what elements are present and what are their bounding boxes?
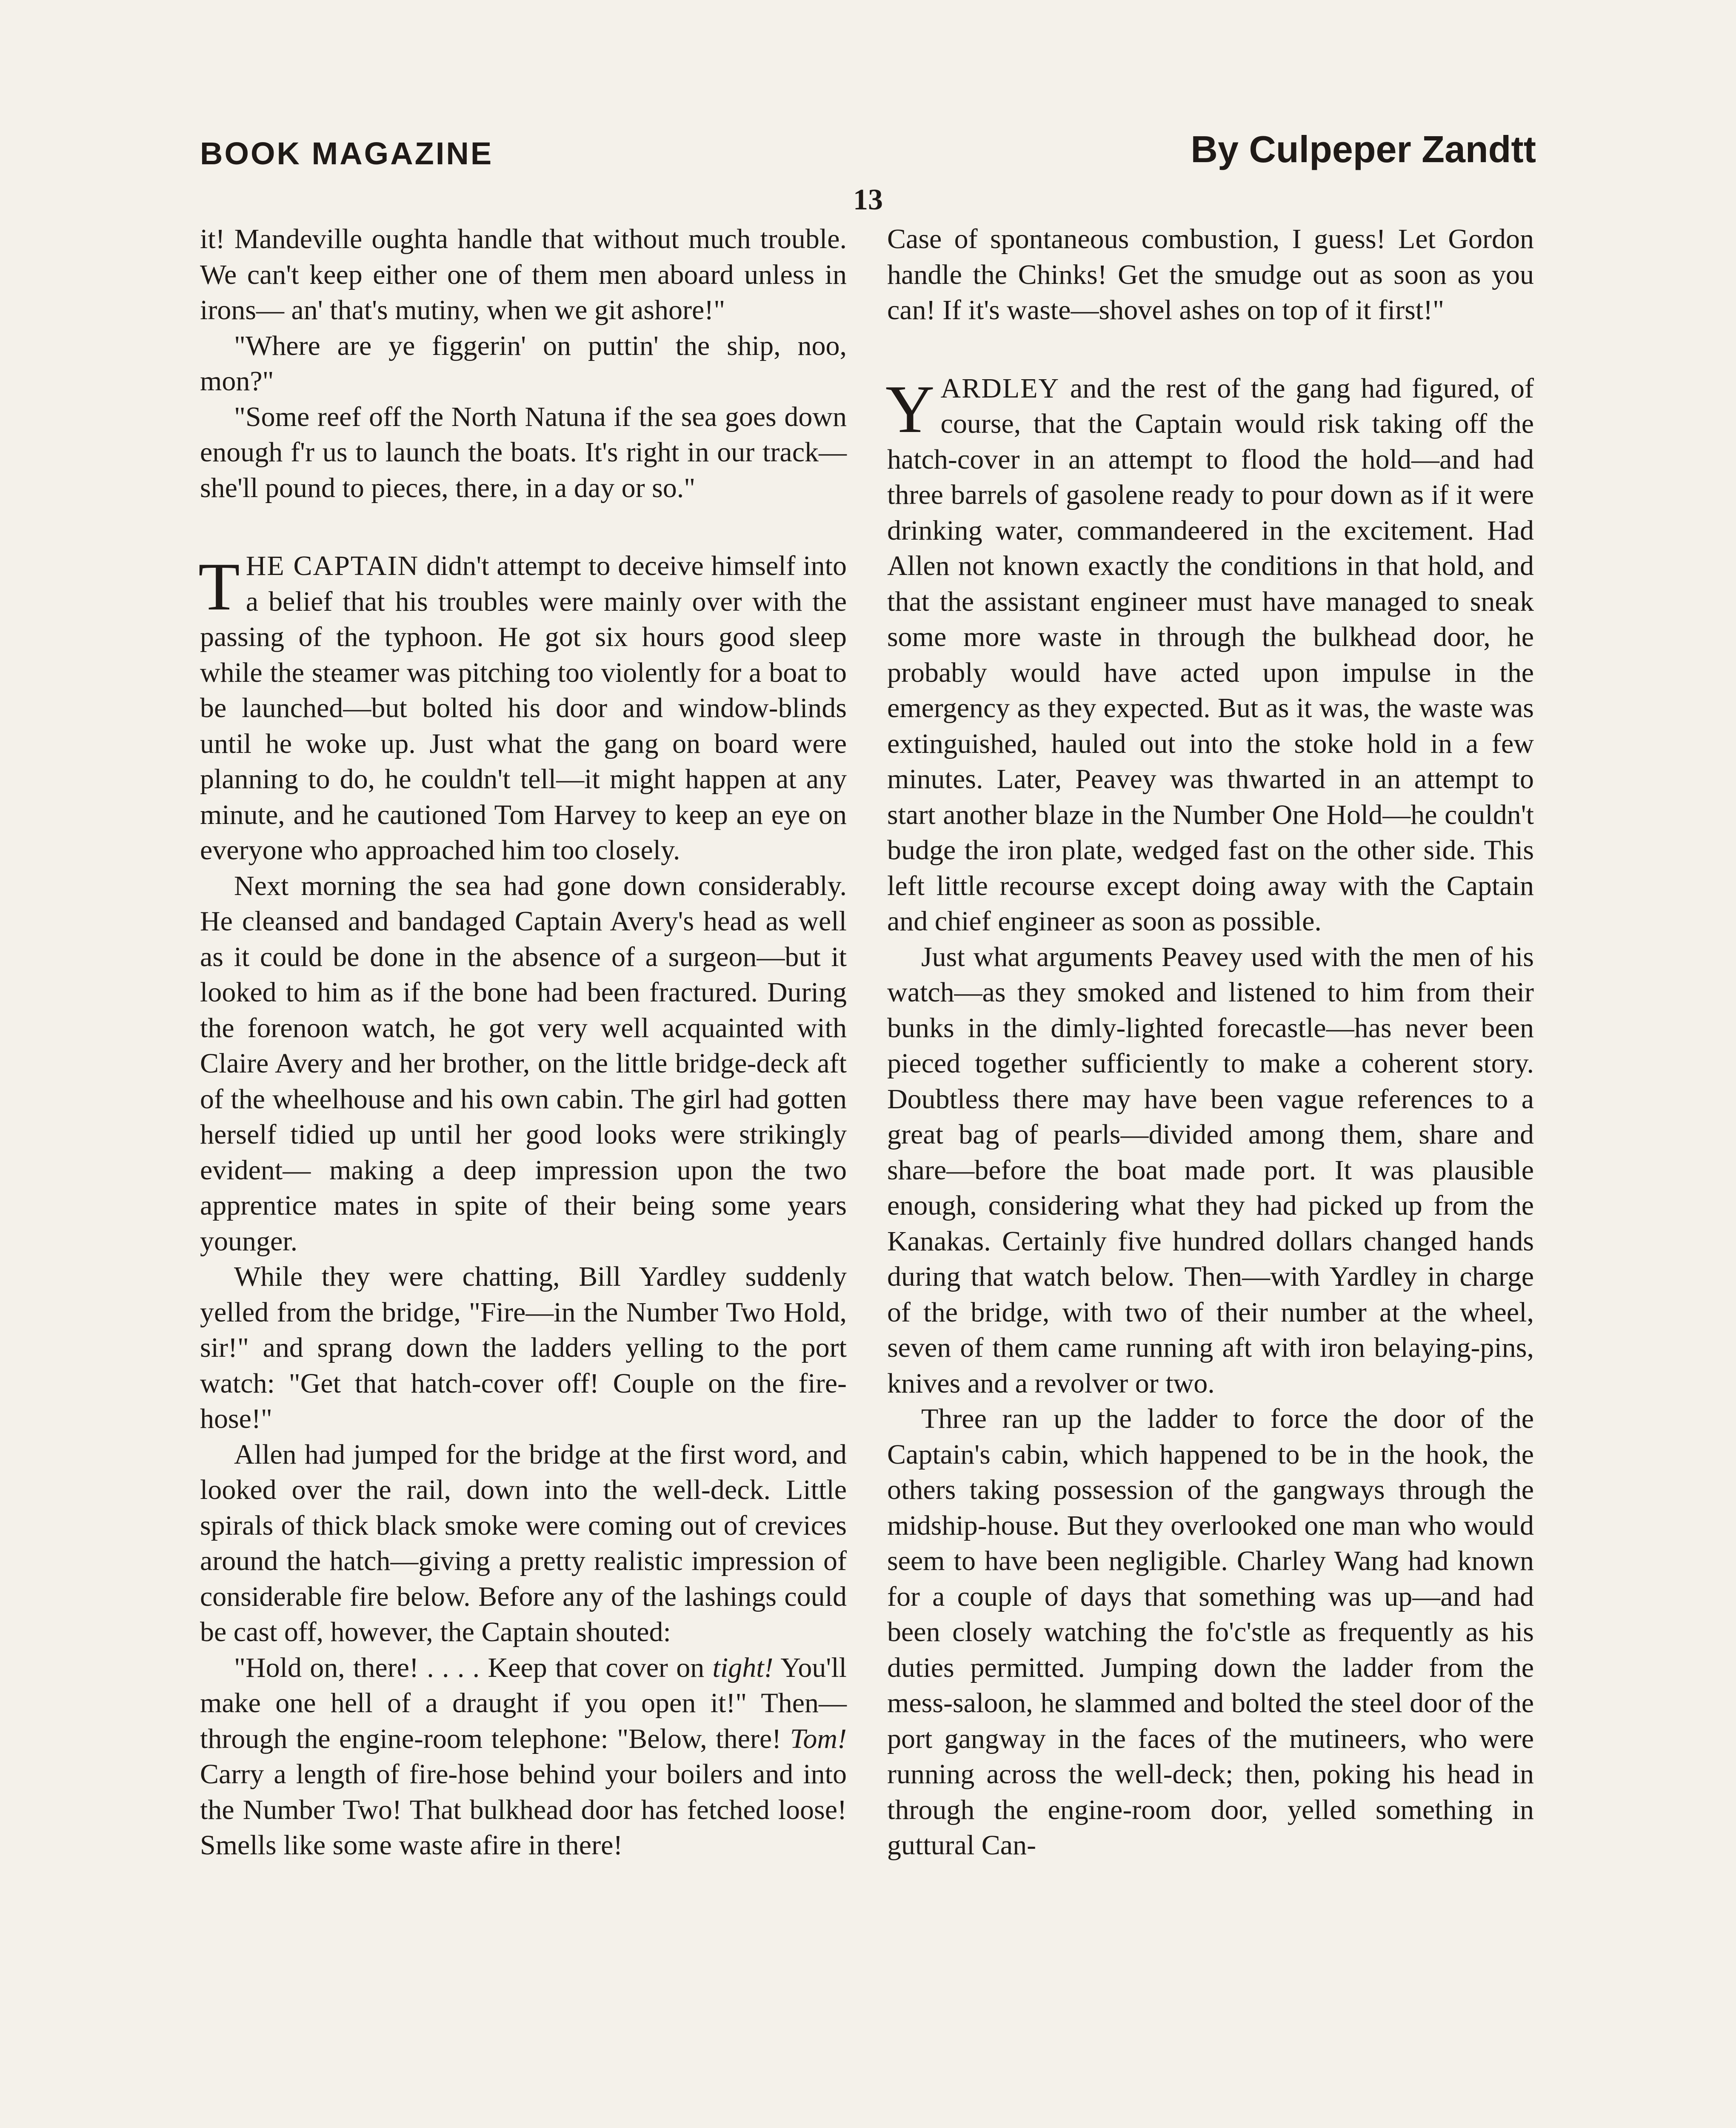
left-column	[200, 221, 847, 1863]
emphasis: tight!	[712, 1652, 774, 1683]
paragraph-text: "Hold on, there! . . . . Keep that cover on	[234, 1652, 713, 1683]
paragraph-text: and the rest of the gang had figured, of course, that the Captain would risk taking off the hatch-cover in an attempt to flood the hold—and had three barrels of gasolene ready to pour down as if it were drinking water, commandeered in the excitement. Had Allen not known exactly the conditions in that hold, and that the assistant engineer must have managed to sneak some more waste in through the bulkhead door, he probably would have acted upon impulse in the emergency as they expected. But as it was, the waste was extinguished, hauled out into the stoke hold in a few minutes. Later, Peavey was thwarted in an attempt to start another blaze in the Number One Hold—he couldn't budge the iron plate, wedged fast on the other side. This left little recourse except doing away with the Captain and chief engineer as soon as possible.	[887, 372, 1534, 937]
section-lead-words: HE CAPTAIN	[246, 550, 419, 581]
section-opening-paragraph	[887, 371, 1534, 939]
section-opening-paragraph	[200, 548, 847, 868]
magazine-title: BOOK MAGAZINE	[200, 136, 494, 171]
emphasis: Tom!	[790, 1723, 847, 1754]
drop-cap: Y	[885, 371, 935, 447]
paragraph	[200, 1650, 847, 1863]
paragraph: Allen had jumped for the bridge at the first word, and looked over the rail, down into the well-deck. Little spirals of thick black smoke were coming out of crevices around the hatch—giving a pretty realistic impression of considerable fire below. Before any of the lashings could be cast off, however, the Captain shouted:	[200, 1439, 847, 1647]
page-number: 13	[853, 183, 883, 216]
right-column	[887, 221, 1534, 1863]
paragraph: Three ran up the ladder to force the door of the Captain's cabin, which happened to be in the hook, the others taking possession of the gangways through the midship-house. But they overlooked one man who would seem to have been negligible. Charley Wang had known for a couple of days that something was up—and had been closely watching the fo'c'stle as frequently as his duties permitted. Jumping down the ladder from the mess-saloon, he slammed and bolted the steel door of the port gangway in the faces of the mutineers, who were running across the well-deck; then, poking his head in through the engine-room door, yelled something in guttural Can-	[887, 1403, 1534, 1861]
paragraph: "Where are ye figgerin' on puttin' the ship, noo, mon?"	[200, 330, 847, 397]
paragraph: Just what arguments Peavey used with the men of his watch—as they smoked and listened to him from their bunks in the dimly-lighted forecastle—has never been pieced together sufficiently to make a coherent story. Doubtless there may have been vague references to a great bag of pearls—divided among them, share and share—before the boat made port. It was plausible enough, considering what they had picked up from the Kanakas. Certainly five hundred dollars changed hands during that watch below. Then—with Yardley in charge of the bridge, with two of their number at the wheel, seven of them came running aft with iron belaying-pins, knives and a revolver or two.	[887, 941, 1534, 1399]
drop-cap: T	[198, 549, 240, 624]
author-byline: By Culpeper Zandtt	[1191, 128, 1536, 170]
paragraph: it! Mandeville oughta handle that without much trouble. We can't keep either one of them men aboard unless in irons— an' that's mutiny, when we git ashore!"	[200, 223, 847, 326]
paragraph-text: Carry a length of fire-hose behind your boilers and into the Number Two! That bulkhead door has fetched loose! Smells like some waste afire in there!	[200, 1759, 847, 1861]
paragraph-text: didn't attempt to deceive himself into a belief that his troubles were mainly over with the passing of the typhoon. He got six hours good sleep while the steamer was pitching too violently for a boat to be launched—but bolted his door and window-blinds until he woke up. Just what the gang on board were planning to do, he couldn't tell—it might happen at any minute, and he cautioned Tom Harvey to keep an eye on everyone who approached him too closely.	[200, 550, 847, 866]
paragraph: While they were chatting, Bill Yardley suddenly yelled from the bridge, "Fire—in the Number Two Hold, sir!" and sprang down the ladders yelling to the port watch: "Get that hatch-cover off! Couple on the fire-hose!"	[200, 1261, 847, 1434]
paragraph: "Some reef off the North Natuna if the sea goes down enough f'r us to launch the boats. It's right in our track—she'll pound to pieces, there, in a day or so."	[200, 401, 847, 503]
section-lead-words: ARDLEY	[940, 372, 1060, 404]
paragraph: Next morning the sea had gone down considerably. He cleansed and bandaged Captain Avery's head as well as it could be done in the absence of a surgeon—but it looked to him as if the bone had been fractured. During the forenoon watch, he got very well acquainted with Claire Avery and her brother, on the little bridge-deck aft of the wheelhouse and his own cabin. The girl had gotten herself tidied up until her good looks were strikingly evident— making a deep impression upon the two apprentice mates in spite of their being some years younger.	[200, 870, 847, 1257]
paragraph-text: You'll make one hell of a draught if you open it!" Then—through the engine-room telephone: "Below, there!	[200, 1652, 847, 1754]
paragraph: Case of spontaneous combustion, I guess! Let Gordon handle the Chinks! Get the smudge out as soon as you can! If it's waste—shovel ashes on top of it first!"	[887, 223, 1534, 326]
